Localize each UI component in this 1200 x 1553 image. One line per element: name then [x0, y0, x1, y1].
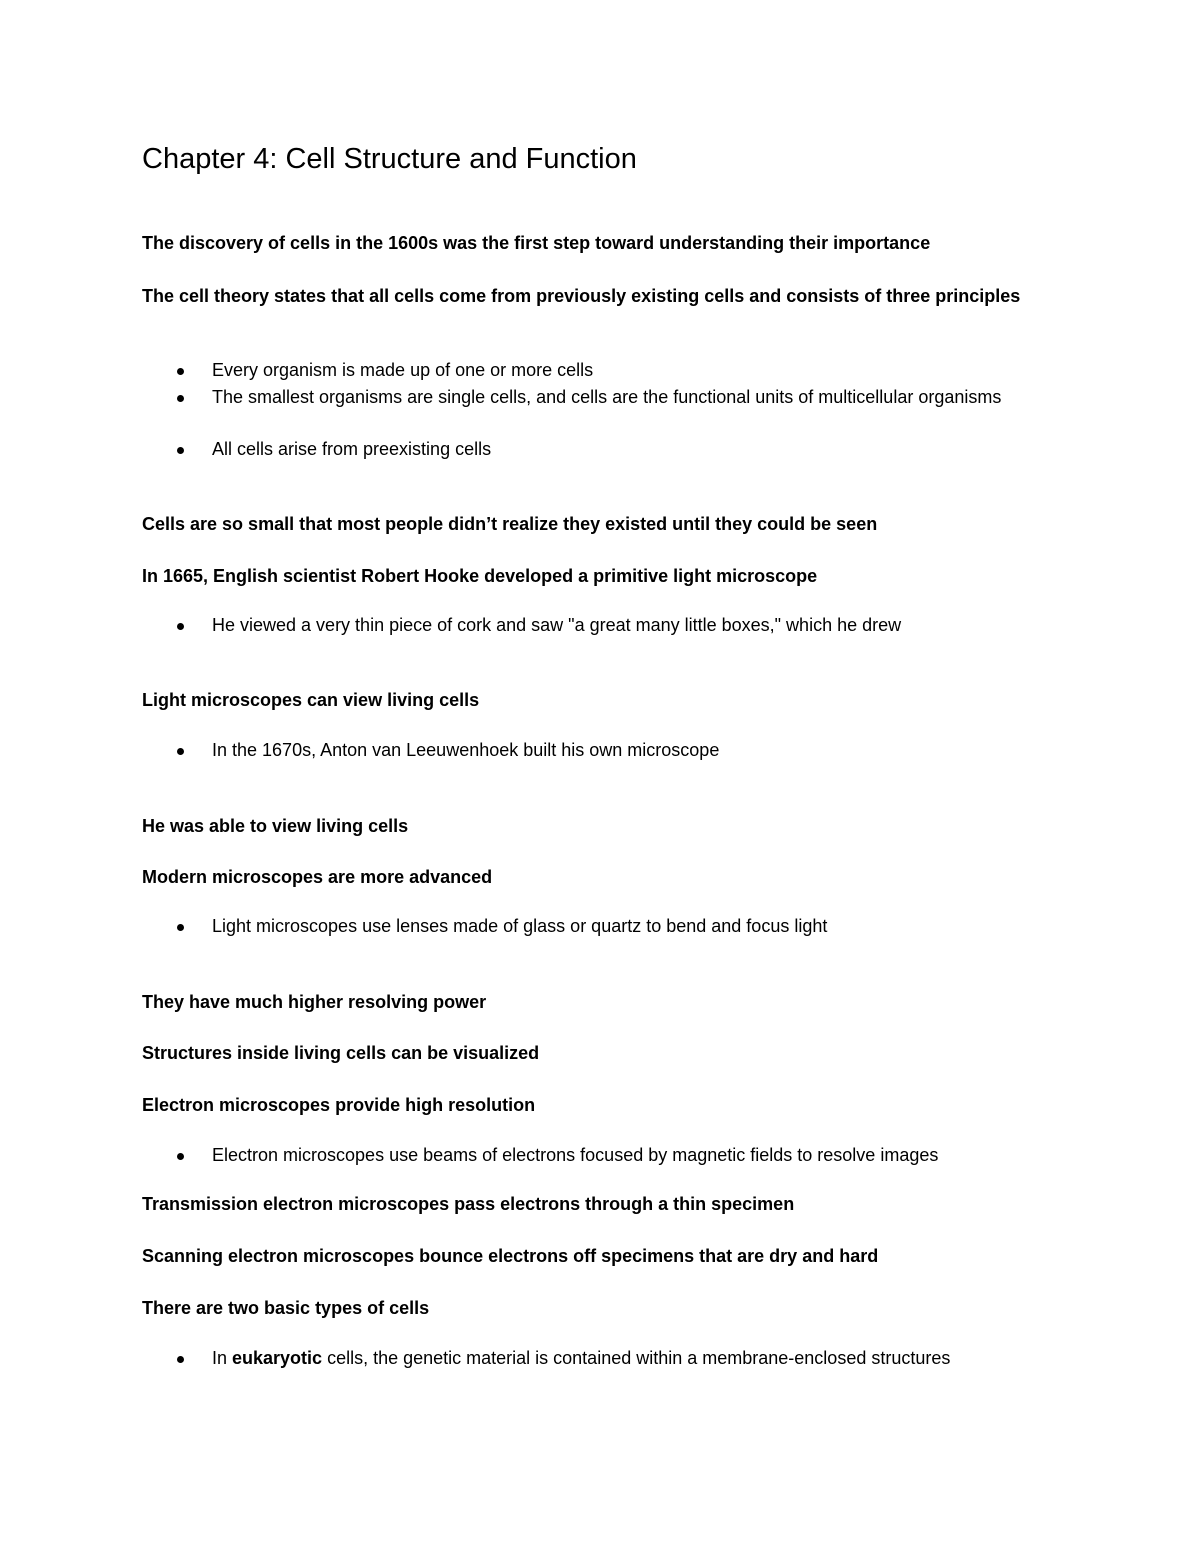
bullet-dot-icon: [177, 368, 184, 375]
bullet-item: [177, 612, 1022, 638]
section-heading: Light microscopes can view living cells: [142, 690, 480, 710]
bullet-dot-icon: [177, 395, 184, 402]
bullet-dot-icon: [177, 623, 184, 630]
bullet-text: Light microscopes use lenses made of glass or quartz to bend and focus light: [212, 916, 828, 936]
bullet-item: [177, 384, 1022, 410]
bullet-item: [177, 913, 1022, 939]
bullet-text: He viewed a very thin piece of cork and saw "a great many little boxes," which he drew: [212, 615, 902, 635]
section-heading: Structures inside living cells can be visualized: [142, 1043, 540, 1063]
section-heading: Electron microscopes provide high resolution: [142, 1095, 536, 1115]
bullet-item: [177, 436, 1022, 462]
section-heading: They have much higher resolving power: [142, 992, 487, 1012]
page-title: Chapter 4: Cell Structure and Function: [142, 143, 637, 175]
bullet-dot-icon: [177, 1153, 184, 1160]
section-heading: Modern microscopes are more advanced: [142, 867, 493, 887]
bullet-item: [177, 737, 1022, 763]
section-heading: The discovery of cells in the 1600s was the first step toward understanding their importance: [142, 233, 931, 253]
bullet-item: [177, 1345, 1022, 1371]
section-heading: Cells are so small that most people didn’t realize they existed until they could be seen: [142, 514, 878, 534]
section-heading: In 1665, English scientist Robert Hooke developed a primitive light microscope: [142, 566, 818, 586]
bullet-text-suffix: cells, the genetic material is contained within a membrane-enclosed structures: [322, 1348, 951, 1368]
section-heading: There are two basic types of cells: [142, 1298, 430, 1318]
bullet-text: All cells arise from preexisting cells: [212, 439, 492, 459]
section-heading: He was able to view living cells: [142, 816, 409, 836]
bullet-dot-icon: [177, 924, 184, 931]
bullet-text: [212, 1345, 1022, 1371]
bullet-dot-icon: [177, 1356, 184, 1363]
bullet-text-prefix: In: [212, 1348, 233, 1368]
section-heading: The cell theory states that all cells come from previously existing cells and consists of three principles: [142, 286, 1021, 306]
section-heading: Scanning electron microscopes bounce electrons off specimens that are dry and hard: [142, 1246, 879, 1266]
section-heading: Transmission electron microscopes pass electrons through a thin specimen: [142, 1194, 795, 1214]
bullet-dot-icon: [177, 748, 184, 755]
bold-term: eukaryotic: [232, 1348, 323, 1368]
bullet-text: Every organism is made up of one or more cells: [212, 360, 594, 380]
bullet-text: The smallest organisms are single cells, and cells are the functional units of multicellular organisms: [212, 387, 1002, 407]
bullet-text: Electron microscopes use beams of electrons focused by magnetic fields to resolve images: [212, 1145, 939, 1165]
bullet-item: [177, 1142, 1022, 1168]
bullet-item: [177, 357, 1022, 383]
bullet-dot-icon: [177, 447, 184, 454]
bullet-text: In the 1670s, Anton van Leeuwenhoek built his own microscope: [212, 740, 720, 760]
